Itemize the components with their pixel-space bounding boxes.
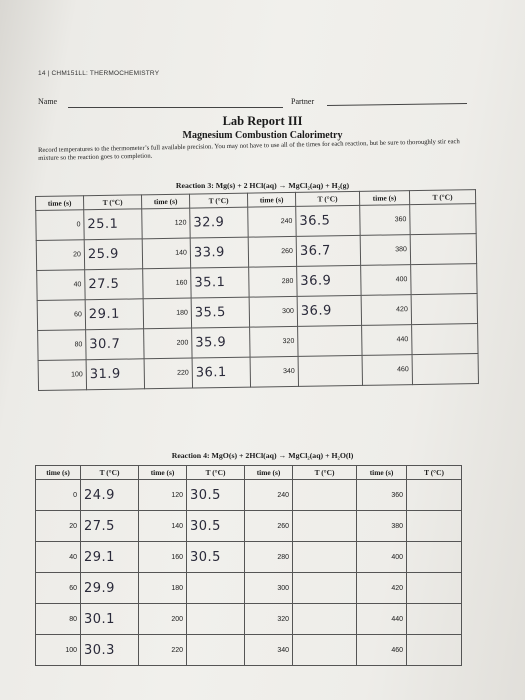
table-row <box>36 604 462 635</box>
temperature-cell[interactable] <box>410 234 476 265</box>
temperature-cell[interactable] <box>407 604 462 635</box>
temperature-cell[interactable]: 36.9 <box>297 295 361 326</box>
column-header: T (°C) <box>295 191 359 206</box>
table-row <box>36 573 462 604</box>
time-cell: 240 <box>248 206 296 237</box>
time-cell: 380 <box>357 511 407 542</box>
column-header: time (s) <box>357 466 407 480</box>
temperature-cell[interactable] <box>407 542 462 573</box>
column-header: T (°C) <box>84 195 142 210</box>
column-header: T (°C) <box>189 193 247 208</box>
temperature-cell[interactable]: 25.9 <box>84 239 142 270</box>
time-cell: 460 <box>362 355 412 386</box>
temperature-cell[interactable] <box>407 635 462 666</box>
name-field[interactable] <box>68 107 283 108</box>
time-cell: 280 <box>245 542 293 573</box>
column-header: time (s) <box>36 466 81 480</box>
temperature-cell[interactable]: 30.3 <box>81 635 139 666</box>
temperature-cell[interactable]: 27.5 <box>85 269 143 300</box>
column-header: time (s) <box>247 192 295 207</box>
reaction3-table <box>35 189 479 391</box>
temperature-cell[interactable] <box>293 573 357 604</box>
temperature-cell[interactable]: 35.5 <box>191 297 249 328</box>
temperature-cell[interactable]: 31.9 <box>86 359 144 390</box>
temperature-cell[interactable] <box>412 354 478 385</box>
time-cell: 20 <box>36 240 84 271</box>
time-cell: 280 <box>249 266 297 297</box>
time-cell: 200 <box>139 604 187 635</box>
temperature-cell[interactable]: 24.9 <box>81 480 139 511</box>
time-cell: 220 <box>139 635 187 666</box>
temperature-cell[interactable] <box>293 511 357 542</box>
temperature-cell[interactable] <box>293 542 357 573</box>
time-cell: 400 <box>357 542 407 573</box>
course-header: 14 | CHM151LL: THERMOCHEMISTRY <box>38 70 160 77</box>
time-cell: 60 <box>36 573 81 604</box>
temperature-cell[interactable] <box>187 635 245 666</box>
temperature-cell[interactable]: 30.5 <box>187 480 245 511</box>
temperature-cell[interactable] <box>407 480 462 511</box>
temperature-cell[interactable]: 35.9 <box>192 327 250 358</box>
column-header: T (°C) <box>407 466 462 480</box>
time-cell: 40 <box>37 270 85 301</box>
page-title: Lab Report III <box>222 114 303 128</box>
temperature-cell[interactable]: 29.1 <box>81 542 139 573</box>
page-subtitle: Magnesium Combustion Calorimetry <box>182 130 343 141</box>
time-cell: 360 <box>357 480 407 511</box>
column-header: time (s) <box>359 191 409 206</box>
time-cell: 260 <box>245 511 293 542</box>
reaction4-table <box>35 465 462 666</box>
table-row <box>36 480 462 511</box>
temperature-cell[interactable] <box>298 355 362 386</box>
temperature-cell[interactable] <box>410 204 476 235</box>
temperature-cell[interactable] <box>298 325 362 356</box>
column-header: T (°C) <box>409 190 475 205</box>
time-cell: 200 <box>144 328 192 359</box>
temperature-cell[interactable]: 32.9 <box>190 207 248 238</box>
time-cell: 180 <box>143 298 191 329</box>
temperature-cell[interactable]: 30.1 <box>81 604 139 635</box>
instructions-text: Record temperatures to the thermometer’s full available precision. You may not have to use all of the times for each reaction, but be sure to thoroughly stir each mixture so the reaction goes to completion. <box>38 138 460 162</box>
temperature-cell[interactable] <box>293 604 357 635</box>
time-cell: 140 <box>139 511 187 542</box>
time-cell: 260 <box>248 236 296 267</box>
partner-label: Partner <box>291 97 315 106</box>
temperature-cell[interactable] <box>293 635 357 666</box>
temperature-cell[interactable] <box>412 324 478 355</box>
temperature-cell[interactable] <box>187 604 245 635</box>
reaction4-title: Reaction 4: MgO(s) + 2HCl(aq) → MgCl₂(aq) + H₂O(l) <box>171 451 354 460</box>
temperature-cell[interactable]: 35.1 <box>191 267 249 298</box>
temperature-cell[interactable]: 33.9 <box>190 237 248 268</box>
time-cell: 40 <box>36 542 81 573</box>
column-header: T (°C) <box>293 466 357 480</box>
temperature-cell[interactable]: 29.9 <box>81 573 139 604</box>
temperature-cell[interactable] <box>411 264 477 295</box>
temperature-cell[interactable] <box>407 511 462 542</box>
time-cell: 420 <box>361 295 411 326</box>
time-cell: 240 <box>245 480 293 511</box>
time-cell: 120 <box>139 480 187 511</box>
name-partner-row <box>38 97 468 111</box>
temperature-cell[interactable] <box>411 294 477 325</box>
partner-field[interactable] <box>327 103 467 106</box>
time-cell: 360 <box>360 205 410 236</box>
time-cell: 320 <box>250 326 298 357</box>
table-row <box>38 354 478 391</box>
time-cell: 340 <box>245 635 293 666</box>
time-cell: 140 <box>142 238 190 269</box>
temperature-cell[interactable]: 30.7 <box>86 329 144 360</box>
name-label: Name <box>38 97 58 106</box>
temperature-cell[interactable]: 36.9 <box>297 265 361 296</box>
time-cell: 60 <box>37 300 85 331</box>
time-cell: 300 <box>245 573 293 604</box>
table-row <box>36 511 462 542</box>
time-cell: 380 <box>360 235 410 266</box>
time-cell: 80 <box>38 330 86 361</box>
time-cell: 440 <box>357 604 407 635</box>
temperature-cell[interactable]: 25.1 <box>84 209 142 240</box>
column-header: time (s) <box>36 196 84 211</box>
temperature-cell[interactable]: 29.1 <box>85 299 143 330</box>
column-header: time (s) <box>139 466 187 480</box>
column-header: time (s) <box>245 466 293 480</box>
time-cell: 100 <box>36 635 81 666</box>
table-row <box>36 635 462 666</box>
reaction3-title: Reaction 3: Mg(s) + 2 HCl(aq) → MgCl₂(aq) + H₂(g) <box>175 181 350 190</box>
time-cell: 180 <box>139 573 187 604</box>
time-cell: 80 <box>36 604 81 635</box>
column-header: T (°C) <box>81 466 139 480</box>
time-cell: 300 <box>249 296 297 327</box>
column-header: time (s) <box>141 194 189 209</box>
time-cell: 460 <box>357 635 407 666</box>
time-cell: 440 <box>362 325 412 356</box>
time-cell: 0 <box>36 480 81 511</box>
time-cell: 120 <box>142 208 190 239</box>
temperature-cell[interactable]: 36.5 <box>296 205 360 236</box>
time-cell: 160 <box>143 268 191 299</box>
time-cell: 100 <box>38 360 86 391</box>
time-cell: 220 <box>144 358 192 389</box>
temperature-cell[interactable] <box>407 573 462 604</box>
temperature-cell[interactable]: 36.1 <box>192 357 250 388</box>
table-row <box>36 542 462 573</box>
time-cell: 340 <box>250 356 298 387</box>
time-cell: 20 <box>36 511 81 542</box>
temperature-cell[interactable]: 36.7 <box>296 235 360 266</box>
temperature-cell[interactable]: 30.5 <box>187 511 245 542</box>
time-cell: 320 <box>245 604 293 635</box>
column-header: T (°C) <box>187 466 245 480</box>
temperature-cell[interactable]: 27.5 <box>81 511 139 542</box>
temperature-cell[interactable] <box>187 573 245 604</box>
time-cell: 420 <box>357 573 407 604</box>
time-cell: 400 <box>361 265 411 296</box>
temperature-cell[interactable] <box>293 480 357 511</box>
time-cell: 160 <box>139 542 187 573</box>
time-cell: 0 <box>36 210 84 241</box>
temperature-cell[interactable]: 30.5 <box>187 542 245 573</box>
reaction4-header-row <box>36 466 462 480</box>
